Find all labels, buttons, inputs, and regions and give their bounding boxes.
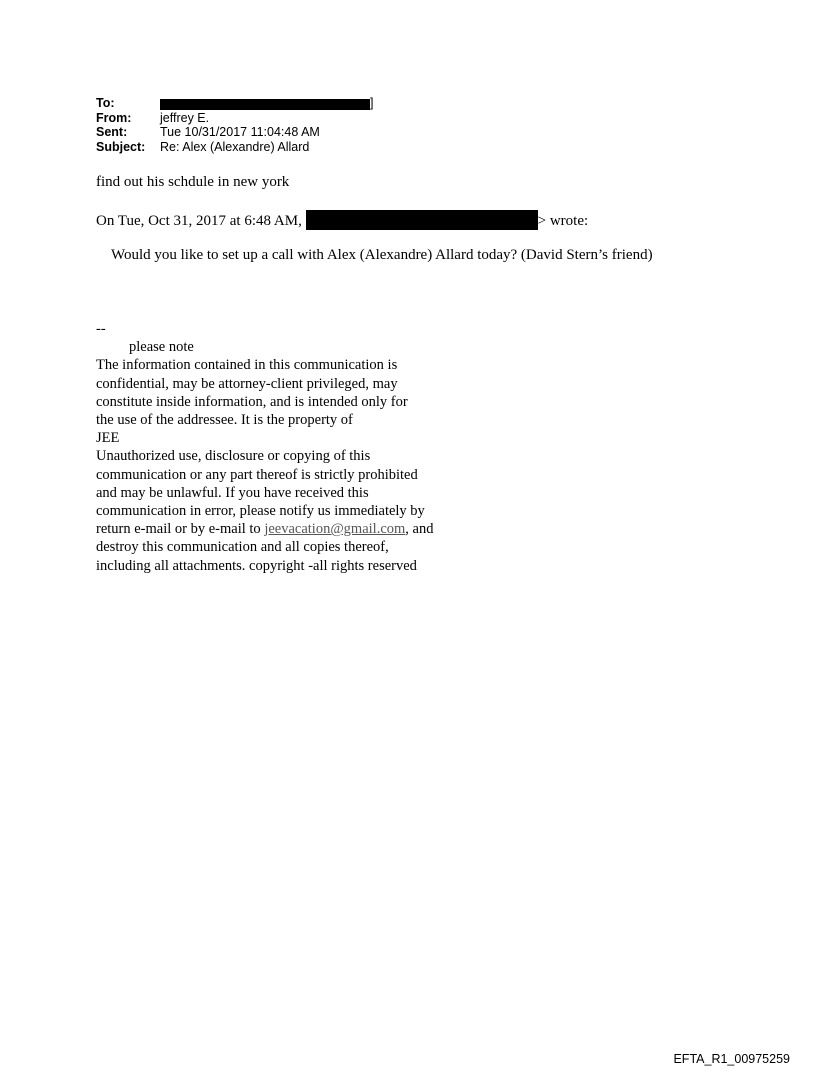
disclaimer-line: confidential, may be attorney-client privileged, may bbox=[96, 375, 398, 392]
sent-value: Tue 10/31/2017 11:04:48 AM bbox=[160, 125, 320, 139]
sent-row bbox=[96, 125, 373, 140]
to-value bbox=[160, 96, 373, 111]
to-label: To: bbox=[96, 96, 115, 110]
from-label: From: bbox=[96, 110, 132, 125]
wrote-suffix: > wrote: bbox=[537, 213, 589, 229]
to-value-suffix: ] bbox=[370, 96, 374, 110]
disclaimer-line: including all attachments. copyright -all rights reserved bbox=[96, 557, 417, 574]
disclaimer-line: The information contained in this communication is bbox=[96, 357, 398, 374]
disclaimer-line: constitute inside information, and is intended only for bbox=[96, 393, 408, 410]
document-id: EFTA_R1_00975259 bbox=[673, 1052, 790, 1066]
sent-label: Sent: bbox=[96, 125, 128, 139]
disclaimer-line: Unauthorized use, disclosure or copying of this bbox=[96, 448, 371, 465]
disclaimer-line: destroy this communication and all copies thereof, bbox=[96, 539, 389, 556]
signature-block bbox=[96, 320, 516, 575]
signature-separator: -- bbox=[96, 321, 106, 337]
disclaimer-line: communication in error, please notify us immediately by bbox=[96, 503, 425, 520]
from-value: jeffrey E. bbox=[160, 110, 210, 125]
quoted-text: Would you like to set up a call with Alex (Alexandre) Allard today? (David Stern’s friend) bbox=[111, 247, 653, 263]
email-suffix-text: , and bbox=[405, 521, 434, 538]
sender-redaction-bar bbox=[306, 210, 538, 230]
reply-text: find out his schdule in new york bbox=[96, 174, 290, 190]
note-heading: please note bbox=[129, 339, 194, 356]
from-row bbox=[96, 111, 373, 126]
disclaimer-line: JEE bbox=[96, 430, 120, 447]
email-link[interactable]: jeevacation@gmail.com bbox=[264, 521, 406, 538]
disclaimer-line: communication or any part thereof is strictly prohibited bbox=[96, 466, 418, 483]
subject-row bbox=[96, 140, 373, 155]
to-redaction-bar bbox=[160, 99, 370, 110]
disclaimer-line: the use of the addressee. It is the property of bbox=[96, 412, 353, 429]
wrote-line bbox=[96, 210, 588, 230]
disclaimer-line-email bbox=[96, 520, 516, 538]
disclaimer-line: and may be unlawful. If you have received this bbox=[96, 484, 369, 501]
wrote-prefix: On Tue, Oct 31, 2017 at 6:48 AM, bbox=[96, 213, 302, 229]
subject-value: Re: Alex (Alexandre) Allard bbox=[160, 139, 310, 154]
subject-label: Subject: bbox=[96, 139, 146, 154]
to-row bbox=[96, 96, 373, 111]
email-prefix-text: return e-mail or by e-mail to bbox=[96, 521, 261, 538]
email-header bbox=[96, 96, 373, 154]
